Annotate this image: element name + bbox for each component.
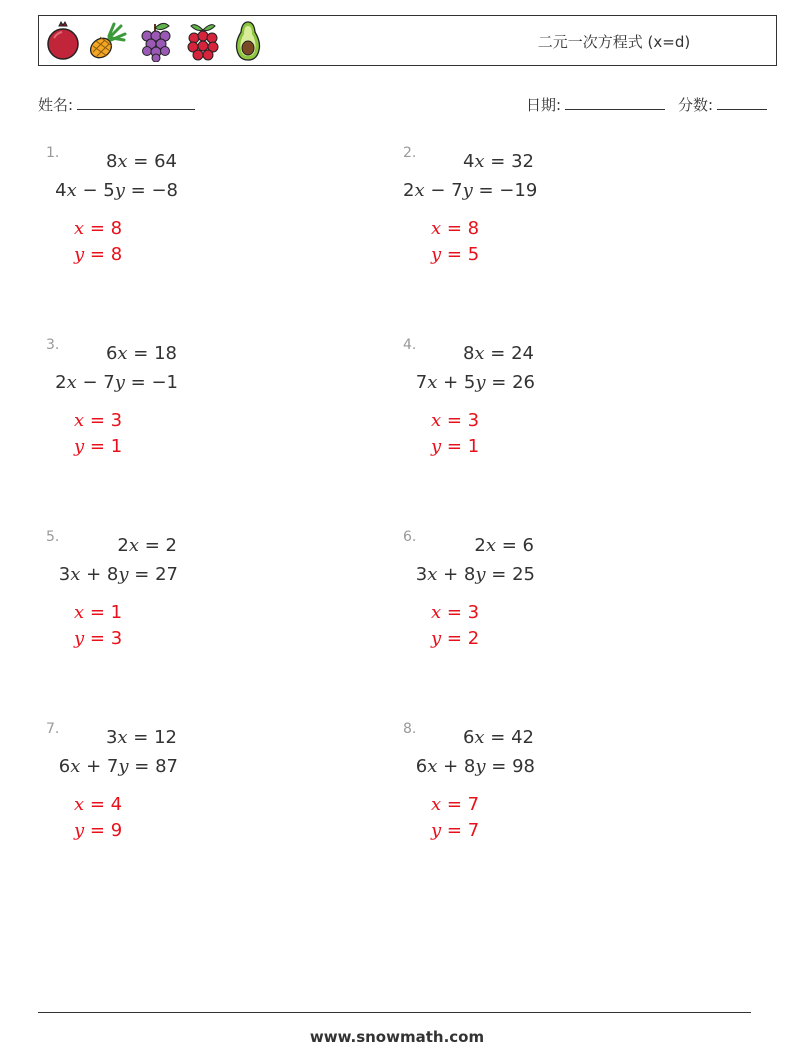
- equation-1: [403, 727, 534, 748]
- answer-variable-y: y: [74, 628, 85, 649]
- grapes-icon: [137, 20, 173, 62]
- answer-value: = 3: [441, 410, 480, 431]
- variable-x: x: [474, 727, 485, 748]
- variable-x: x: [427, 372, 438, 393]
- variable-x: x: [474, 151, 485, 172]
- coefficient: 4: [55, 180, 67, 201]
- variable-y: y: [114, 180, 125, 201]
- operator-coefficient: + 7: [80, 756, 119, 777]
- rhs: = 64: [127, 151, 177, 172]
- variable-x: x: [128, 535, 140, 556]
- pomegranate-icon: [45, 20, 81, 62]
- answer-value: = 3: [84, 410, 123, 431]
- score-label: 分数:: [678, 96, 714, 114]
- answer-y: [74, 628, 122, 649]
- coefficient: 6: [462, 727, 475, 748]
- answer-value: = 5: [441, 244, 480, 265]
- problem-number: 8.: [403, 721, 417, 737]
- rhs: = 42: [484, 727, 534, 748]
- variable-y: y: [475, 372, 486, 393]
- variable-x: x: [117, 343, 128, 364]
- variable-x: x: [414, 180, 425, 201]
- operator-coefficient: + 8: [437, 756, 476, 777]
- problem-number: 5.: [46, 529, 60, 545]
- answer-value: = 1: [84, 436, 123, 457]
- problem-3: [46, 337, 366, 497]
- equation-1: [46, 535, 177, 556]
- coefficient: 4: [462, 151, 475, 172]
- answer-x: [431, 602, 479, 623]
- problem-8: [403, 721, 723, 881]
- date-field: [526, 94, 665, 115]
- answer-value: = 3: [441, 602, 480, 623]
- rhs: = 18: [127, 343, 177, 364]
- coefficient: 6: [58, 756, 71, 777]
- worksheet-title: 二元一次方程式 (x=d): [537, 33, 691, 51]
- coefficient: 2: [55, 372, 67, 393]
- answer-value: = 8: [84, 244, 123, 265]
- score-field: [678, 94, 767, 115]
- answer-variable-y: y: [431, 244, 442, 265]
- answer-variable-x: x: [431, 410, 442, 431]
- problem-number: 3.: [46, 337, 60, 353]
- answer-value: = 7: [441, 794, 480, 815]
- coefficient: 8: [462, 343, 475, 364]
- answer-value: = 2: [441, 628, 480, 649]
- rhs: = 27: [128, 564, 178, 585]
- answer-variable-x: x: [74, 794, 85, 815]
- variable-x: x: [70, 756, 81, 777]
- score-line[interactable]: [717, 95, 767, 110]
- equation-2: [403, 180, 538, 201]
- rhs: = 87: [128, 756, 178, 777]
- raspberry-icon: [185, 20, 221, 62]
- equation-1: [46, 151, 177, 172]
- variable-y: y: [475, 756, 486, 777]
- equation-2: [403, 564, 535, 585]
- footer-divider: [38, 1012, 751, 1013]
- operator-coefficient: + 8: [437, 564, 476, 585]
- answer-variable-y: y: [74, 820, 85, 841]
- problem-7: [46, 721, 366, 881]
- answer-variable-x: x: [74, 218, 85, 239]
- answer-value: = 3: [84, 628, 123, 649]
- variable-x: x: [427, 756, 438, 777]
- equation-1: [403, 535, 534, 556]
- answer-y: [431, 820, 479, 841]
- equation-1: [403, 151, 534, 172]
- problem-1: [46, 145, 366, 305]
- variable-x: x: [485, 535, 497, 556]
- problem-6: [403, 529, 723, 689]
- problem-4: [403, 337, 723, 497]
- answer-variable-x: x: [74, 602, 85, 623]
- coefficient: 3: [58, 564, 71, 585]
- answer-value: = 8: [441, 218, 480, 239]
- coefficient: 2: [474, 535, 486, 556]
- variable-x: x: [66, 372, 77, 393]
- equation-2: [403, 372, 535, 393]
- equation-2: [403, 756, 535, 777]
- problem-5: [46, 529, 366, 689]
- rhs: = 98: [485, 756, 535, 777]
- variable-y: y: [118, 564, 129, 585]
- problem-number: 2.: [403, 145, 417, 161]
- answer-value: = 8: [84, 218, 123, 239]
- footer-site: www.snowmath.com: [309, 1028, 485, 1046]
- equation-1: [46, 343, 177, 364]
- variable-x: x: [66, 180, 77, 201]
- rhs: = −8: [124, 180, 178, 201]
- operator-coefficient: + 5: [437, 372, 476, 393]
- answer-variable-y: y: [431, 628, 442, 649]
- equation-1: [403, 343, 534, 364]
- variable-x: x: [70, 564, 81, 585]
- rhs: = 25: [485, 564, 535, 585]
- equation-2: [46, 372, 178, 393]
- answer-variable-y: y: [74, 244, 85, 265]
- avocado-icon: [233, 20, 263, 62]
- variable-x: x: [474, 343, 485, 364]
- coefficient: 7: [415, 372, 428, 393]
- pineapple-icon: [87, 20, 127, 62]
- equation-2: [46, 180, 178, 201]
- problem-number: 4.: [403, 337, 417, 353]
- variable-y: y: [114, 372, 125, 393]
- operator-coefficient: + 8: [80, 564, 119, 585]
- answer-value: = 4: [84, 794, 123, 815]
- coefficient: 2: [403, 180, 415, 201]
- rhs: = 24: [484, 343, 534, 364]
- equation-2: [46, 756, 178, 777]
- coefficient: 6: [105, 343, 118, 364]
- answer-x: [431, 410, 479, 431]
- answer-x: [74, 218, 122, 239]
- problem-number: 6.: [403, 529, 417, 545]
- rhs: = 6: [496, 535, 534, 556]
- coefficient: 3: [415, 564, 428, 585]
- name-field: [38, 94, 195, 115]
- date-line[interactable]: [565, 95, 665, 110]
- equation-2: [46, 564, 178, 585]
- coefficient: 3: [105, 727, 118, 748]
- answer-x: [74, 794, 122, 815]
- operator-coefficient: − 7: [424, 180, 463, 201]
- name-line[interactable]: [77, 95, 195, 110]
- answer-variable-x: x: [74, 410, 85, 431]
- answer-value: = 1: [441, 436, 480, 457]
- answer-variable-x: x: [431, 794, 442, 815]
- operator-coefficient: − 7: [76, 372, 115, 393]
- answer-value: = 1: [84, 602, 123, 623]
- answer-variable-y: y: [431, 820, 442, 841]
- answer-y: [431, 436, 479, 457]
- variable-x: x: [117, 151, 128, 172]
- answer-variable-x: x: [431, 218, 442, 239]
- operator-coefficient: − 5: [76, 180, 115, 201]
- equation-1: [46, 727, 177, 748]
- answer-y: [431, 628, 479, 649]
- answer-value: = 7: [441, 820, 480, 841]
- date-label: 日期:: [526, 96, 562, 114]
- variable-y: y: [118, 756, 129, 777]
- answer-x: [431, 218, 479, 239]
- coefficient: 2: [117, 535, 129, 556]
- rhs: = 32: [484, 151, 534, 172]
- answer-value: = 9: [84, 820, 123, 841]
- name-label: 姓名:: [38, 96, 74, 114]
- problem-number: 1.: [46, 145, 60, 161]
- answer-x: [431, 794, 479, 815]
- rhs: = 2: [139, 535, 177, 556]
- problem-2: [403, 145, 723, 305]
- answer-x: [74, 410, 122, 431]
- coefficient: 6: [415, 756, 428, 777]
- variable-x: x: [117, 727, 128, 748]
- answer-y: [431, 244, 479, 265]
- coefficient: 8: [105, 151, 118, 172]
- answer-y: [74, 820, 122, 841]
- rhs: = −1: [124, 372, 178, 393]
- header-box: [38, 15, 777, 66]
- rhs: = 26: [485, 372, 535, 393]
- answer-x: [74, 602, 122, 623]
- variable-y: y: [475, 564, 486, 585]
- answer-y: [74, 436, 122, 457]
- variable-y: y: [462, 180, 473, 201]
- variable-x: x: [427, 564, 438, 585]
- answer-variable-y: y: [431, 436, 442, 457]
- rhs: = −19: [472, 180, 538, 201]
- answer-y: [74, 244, 122, 265]
- answer-variable-y: y: [74, 436, 85, 457]
- rhs: = 12: [127, 727, 177, 748]
- problem-number: 7.: [46, 721, 60, 737]
- answer-variable-x: x: [431, 602, 442, 623]
